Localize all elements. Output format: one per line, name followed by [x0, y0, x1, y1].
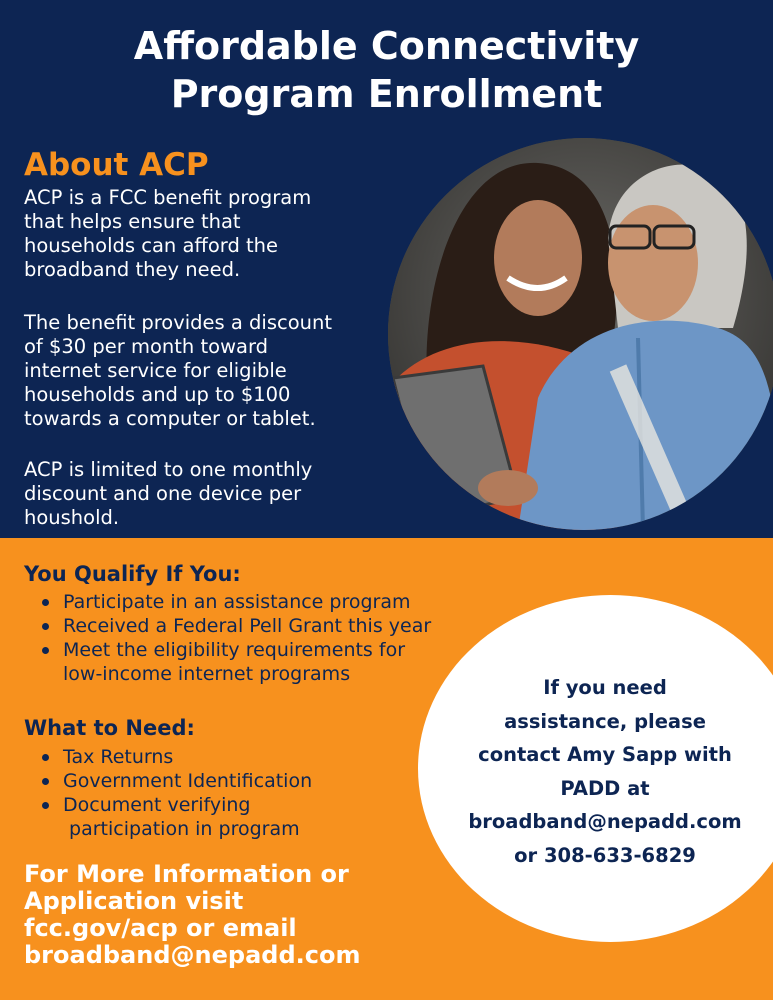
list-item-text: low-income internet programs: [63, 663, 351, 685]
what-to-need-list: [40, 745, 312, 841]
assistance-line: PADD at: [560, 776, 650, 800]
about-paragraph-1: [24, 186, 384, 282]
qualify-list: [40, 590, 431, 686]
about-paragraph-2: [24, 311, 384, 431]
list-item: [40, 745, 312, 769]
about-p2-line: of $30 per month toward: [24, 335, 269, 358]
about-p3-line: houshold.: [24, 506, 120, 529]
more-info-line: Application visit: [24, 887, 244, 915]
about-p1-line: ACP is a FCC benefit program: [24, 186, 312, 209]
about-p1-line: broadband they need.: [24, 258, 241, 281]
about-p2-line: households and up to $100: [24, 383, 291, 406]
title-line-1: Affordable Connectivity: [133, 24, 640, 68]
list-item-text: Meet the eligibility requirements for: [63, 639, 405, 661]
about-heading: About ACP: [24, 147, 209, 183]
list-item: [40, 590, 431, 614]
qualify-heading: You Qualify If You:: [24, 562, 241, 586]
assistance-text: [430, 671, 773, 872]
more-info-line: For More Information or: [24, 860, 349, 888]
about-p3-line: discount and one device per: [24, 482, 302, 505]
assistance-line: assistance, please: [504, 709, 706, 733]
list-item: [40, 614, 431, 638]
about-p1-line: households can afford the: [24, 234, 279, 257]
title-line-2: Program Enrollment: [170, 72, 603, 116]
about-p2-line: towards a computer or tablet.: [24, 407, 316, 430]
about-p3-line: ACP is limited to one monthly: [24, 458, 313, 481]
list-item-text: Government Identification: [63, 770, 313, 792]
photo-two-women-with-tablet: [388, 138, 773, 530]
list-item-text: participation in program: [63, 818, 300, 840]
photo-illustration: [388, 138, 773, 530]
more-info-line: broadband@nepadd.com: [24, 941, 361, 969]
about-p1-line: that helps ensure that: [24, 210, 241, 233]
about-paragraph-3: [24, 458, 384, 530]
list-item-text: Tax Returns: [63, 746, 174, 768]
list-item: [40, 793, 312, 841]
more-info-line: fcc.gov/acp or email: [24, 914, 297, 942]
list-item: [40, 769, 312, 793]
page-title: [0, 22, 773, 118]
assistance-line: contact Amy Sapp with: [478, 743, 732, 766]
list-item-text: Participate in an assistance program: [63, 591, 411, 613]
about-p2-line: internet service for eligible: [24, 359, 287, 382]
assistance-email: broadband@nepadd.com: [468, 810, 742, 833]
assistance-phone: or 308-633-6829: [514, 843, 696, 867]
assistance-line: If you need: [543, 676, 667, 699]
more-information: [24, 861, 444, 969]
list-item-text: Document verifying: [63, 794, 251, 816]
what-to-need-heading: What to Need:: [24, 716, 195, 740]
list-item: [40, 638, 431, 686]
list-item-text: Received a Federal Pell Grant this year: [63, 615, 432, 637]
about-p2-line: The benefit provides a discount: [24, 311, 333, 334]
